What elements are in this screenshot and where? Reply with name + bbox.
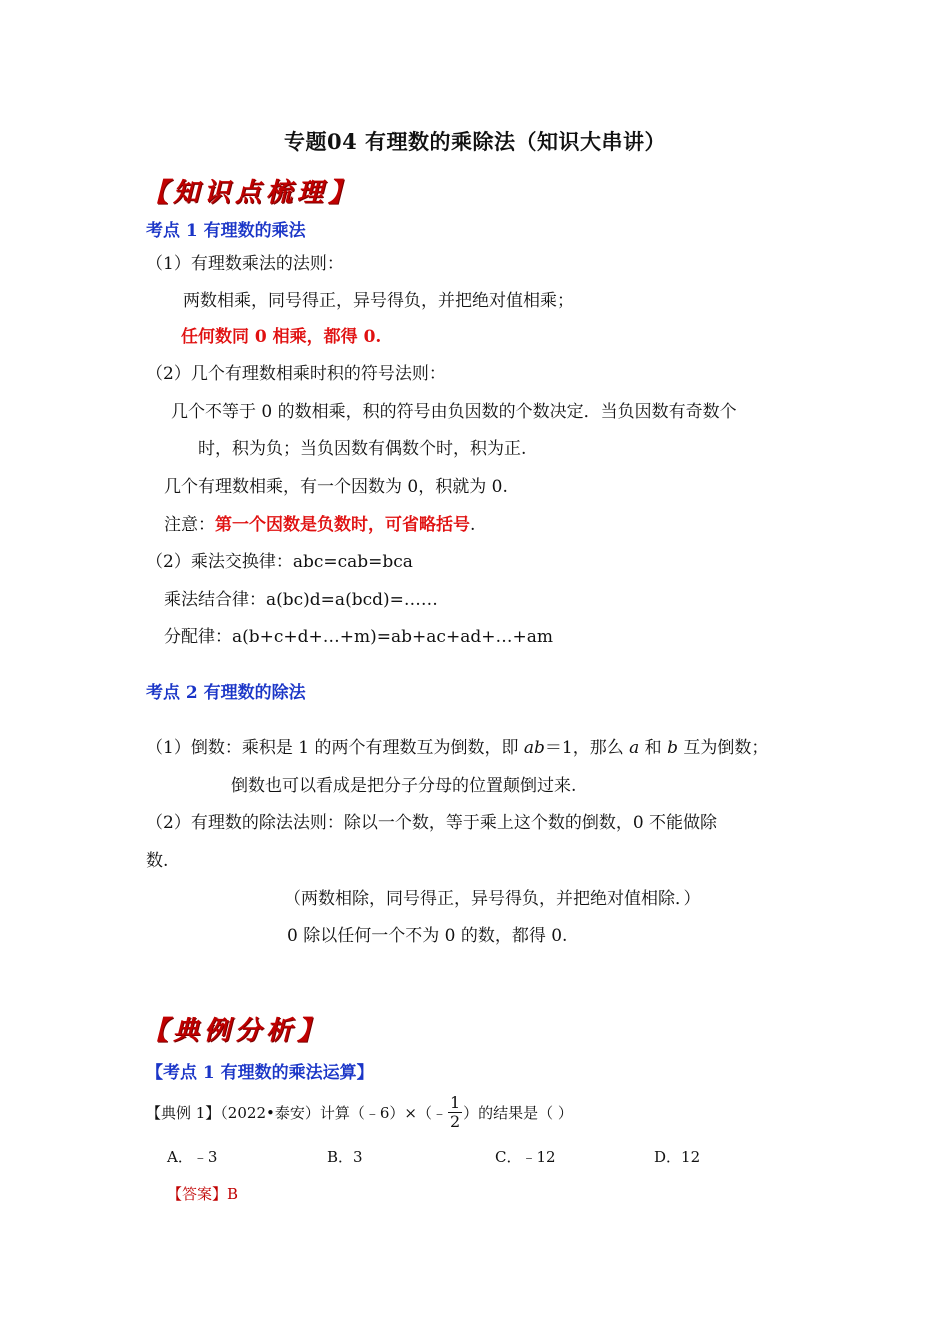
fraction-denominator: 2 [449, 1111, 461, 1131]
kd2-p2-line1: （2）有理数的除法法则：除以一个数，等于乘上这个数的倒数，0 不能做除 [146, 813, 718, 833]
kd1-p3-line2: 分配律：a(b+c+d+…+m)=ab+ac+ad+…+am [164, 627, 553, 647]
note-suffix: . [470, 515, 476, 535]
fraction [448, 1092, 462, 1131]
kd1-p2-label: （2）几个有理数相乘时积的符号法则： [146, 364, 446, 384]
option-a: A．﹣3 [167, 1148, 218, 1166]
kd2-heading: 考点 2 有理数的除法 [146, 683, 306, 703]
kd2-var-b: b [667, 738, 678, 758]
note-red-text: 第一个因数是负数时，可省略括号 [215, 515, 470, 535]
kd2-p1-text-b: ＝1，那么 [544, 738, 630, 758]
kd2-p1-text-d: 互为倒数； [677, 738, 769, 758]
page-title: 专题04 有理数的乘除法（知识大串讲） [283, 129, 667, 154]
kd2-p2-line2: 数. [146, 851, 169, 871]
kd1-p1-line2: 任何数同 0 相乘，都得 0. [181, 327, 382, 347]
kd1-p2-line1: 几个不等于 0 的数相乘，积的符号由负因数的个数决定．当负因数有奇数个 [171, 402, 737, 422]
section-banner-knowledge: 【知识点梳理】 [142, 178, 360, 208]
kd1-p2-line2: 时，积为负；当负因数有偶数个时，积为正. [198, 439, 527, 459]
kd2-var-ab: ab [523, 738, 545, 758]
kd2-p1-text-c: 和 [639, 738, 668, 758]
kd1-p1-label: （1）有理数乘法的法则： [146, 254, 344, 274]
example1-answer: 【答案】B [167, 1185, 239, 1203]
kd-example-heading: 【考点 1 有理数的乘法运算】 [146, 1063, 374, 1083]
kd1-p2-line3: 几个有理数相乘，有一个因数为 0，积就为 0. [164, 477, 508, 497]
fraction-numerator: 1 [449, 1092, 461, 1112]
kd2-p2-line3: （两数相除，同号得正，异号得负，并把绝对值相除．） [284, 889, 701, 909]
kd2-p1-line1 [146, 733, 768, 758]
option-d: D．12 [654, 1148, 701, 1166]
kd2-p1-line2: 倒数也可以看成是把分子分母的位置颠倒过来. [231, 776, 577, 796]
kd1-p3-label: （2）乘法交换律：abc=cab=bca [146, 552, 413, 572]
kd1-p1-line1: 两数相乘，同号得正，异号得负，并把绝对值相乘； [183, 291, 574, 311]
note-prefix: 注意： [164, 515, 215, 535]
kd2-var-a: a [629, 738, 640, 758]
section-banner-examples: 【典例分析】 [142, 1016, 329, 1046]
kd1-note [164, 510, 475, 535]
example1-question [146, 1090, 573, 1134]
kd1-p3-line1: 乘法结合律：a(bc)d=a(bcd)=…… [164, 590, 438, 610]
example1-prefix: 【典例 1】（2022•泰安）计算（﹣6）×（﹣ [146, 1103, 447, 1122]
kd2-p1-text-a: （1）倒数：乘积是 1 的两个有理数互为倒数，即 [146, 738, 524, 758]
kd1-heading: 考点 1 有理数的乘法 [146, 221, 306, 241]
example1-suffix: ）的结果是（ ） [463, 1103, 573, 1122]
option-b: B．3 [327, 1148, 363, 1166]
kd2-p2-line4: 0 除以任何一个不为 0 的数，都得 0. [287, 926, 568, 946]
option-c: C．﹣12 [495, 1148, 556, 1166]
